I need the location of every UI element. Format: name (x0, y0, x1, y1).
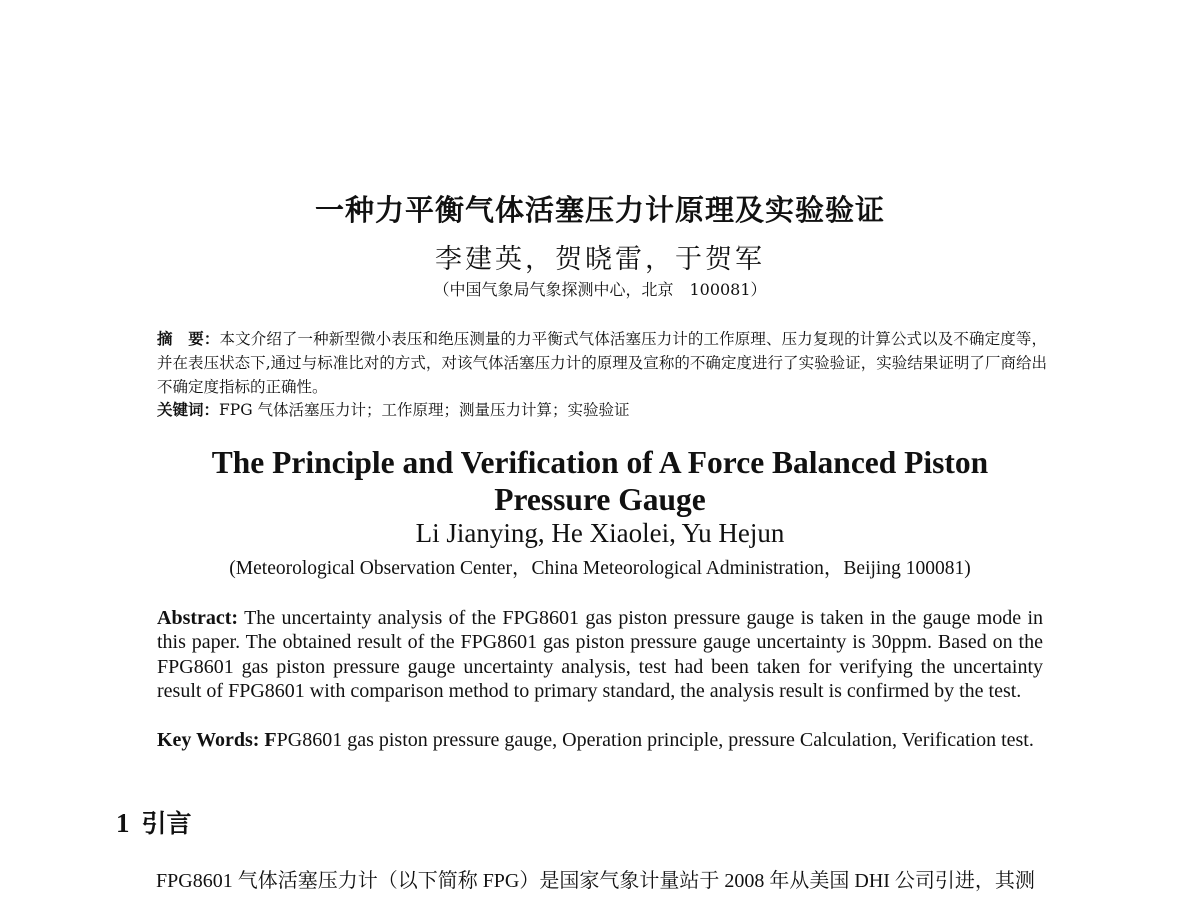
english-keywords-text: PG8601 gas piston pressure gauge, Operation principle, pressure Calculation, Verification test. (276, 729, 1034, 751)
english-keywords (157, 728, 1043, 752)
chinese-keywords-text: FPG 气体活塞压力计；工作原理；测量压力计算；实验验证 (219, 401, 630, 419)
section-heading (116, 804, 192, 840)
chinese-authors: 李建英，贺晓雷，于贺军 (435, 244, 765, 275)
english-abstract-text: The uncertainty analysis of the FPG8601 gas piston pressure gauge is taken in the gauge mode in this paper. The obtained result of the FPG8601 gas piston pressure gauge uncertainty is 30ppm. Based on the FPG8601 gas piston pressure gauge uncertainty analysis, test had been taken for verifying the uncertainty result of FPG8601 with comparison method to primary standard, the analysis result is confirmed by the test. (157, 607, 1044, 702)
section-number: 1 (116, 808, 130, 838)
section-title: 引言 (141, 809, 192, 838)
chinese-abstract-text: 本文介绍了一种新型微小表压和绝压测量的力平衡式气体活塞压力计的工作原理、压力复现的计算公式以及不确定度等，并在表压状态下,通过与标准比对的方式，对该气体活塞压力计的原理及宣称的不确定度进行了实验验证，实验结果证明了厂商给出不确定度指标的正确性。 (157, 330, 1047, 396)
body-paragraph: FPG8601 气体活塞压力计（以下简称 FPG）是国家气象计量站于 2008 年从美国 DHI 公司引进，其测 (156, 870, 1035, 892)
english-title: The Principle and Verification of A Force Balanced Piston Pressure Gauge (211, 445, 989, 517)
english-abstract-label: Abstract: (157, 607, 239, 629)
english-abstract (157, 606, 1043, 703)
chinese-title: 一种力平衡气体活塞压力计原理及实验验证 (314, 193, 885, 227)
english-keywords-label: Key Words: F (157, 729, 277, 751)
chinese-abstract (157, 327, 1047, 399)
chinese-abstract-label: 摘 要： (157, 330, 220, 348)
chinese-keywords-label: 关键词： (157, 401, 220, 419)
chinese-affiliation: （中国气象局气象探测中心，北京 100081） (433, 280, 767, 299)
chinese-keywords (157, 398, 1047, 422)
english-affiliation: (Meteorological Observation Center，China Meteorological Administration，Beijing 100081) (229, 558, 971, 579)
english-authors: Li Jianying, He Xiaolei, Yu Hejun (415, 518, 785, 548)
